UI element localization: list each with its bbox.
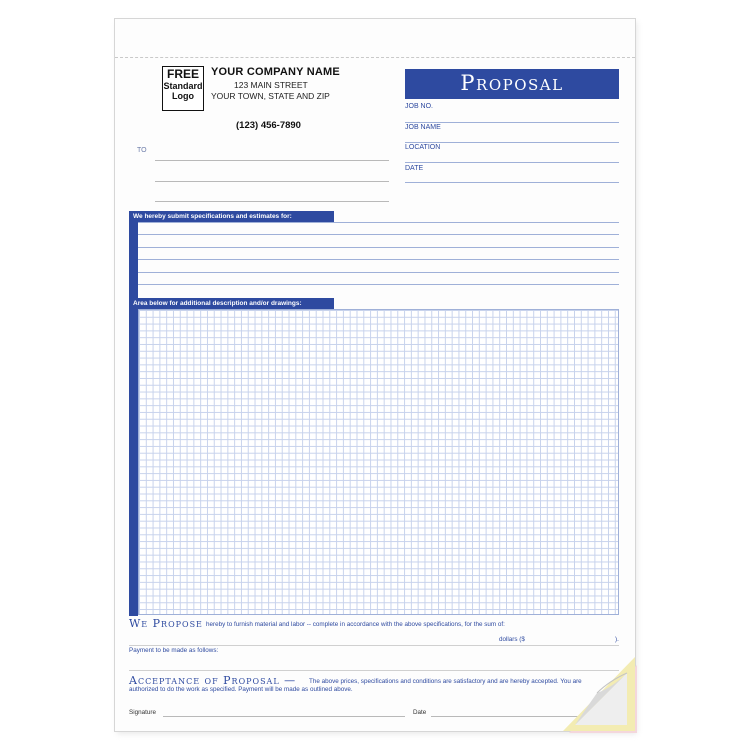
we-propose-text: hereby to furnish material and labor -- complete in accordance with the above specifications, for the sum of: [206,621,505,628]
job-name-label: JOB NAME [405,124,441,131]
drawing-section-header: Area below for additional description and/or drawings: [129,298,334,309]
we-propose-heading: We Propose [129,617,203,630]
company-name: YOUR COMPANY NAME [211,66,340,78]
company-phone: (123) 456-7890 [236,120,301,131]
company-logo [162,66,204,111]
acceptance-text-2: authorized to do the work as specified. Payment will be made as outlined above. [129,686,353,693]
to-line-3[interactable] [155,201,389,202]
date-label: DATE [405,165,424,172]
signature-line[interactable] [163,716,405,717]
location-field[interactable] [405,162,619,163]
drawing-grid-area[interactable] [138,309,619,615]
dollars-label: dollars ($ [499,636,525,643]
sum-line[interactable] [129,645,619,646]
acceptance-text-1: The above prices, specifications and conditions are satisfactory and are hereby accepted. You are [309,678,582,685]
proposal-title-banner [405,69,619,99]
job-no-label: JOB NO. [405,103,434,110]
to-line-1[interactable] [155,160,389,161]
payment-line[interactable] [129,670,619,671]
date-field[interactable] [405,182,619,183]
to-line-2[interactable] [155,181,389,182]
to-label: TO [137,147,147,154]
section-left-bar [129,211,138,616]
spec-line-6[interactable] [138,284,619,285]
company-city: YOUR TOWN, STATE AND ZIP [211,91,330,101]
logo-free-text: FREE [166,67,199,81]
proposal-title: Proposal [460,71,564,95]
spec-line-3[interactable] [138,247,619,248]
job-name-field[interactable] [405,142,619,143]
spec-line-2[interactable] [138,234,619,235]
logo-logo-text: Logo [172,91,194,101]
spec-line-5[interactable] [138,272,619,273]
job-no-field[interactable] [405,122,619,123]
spec-line-1[interactable] [138,222,619,223]
proposal-form [114,18,636,732]
location-label: LOCATION [405,144,441,151]
logo-standard-text: Standard [163,81,203,91]
acceptance-heading: Acceptance of Proposal — [129,674,297,687]
perforation-line [115,57,635,58]
specs-section-header: We hereby submit specifications and estimates for: [129,211,334,222]
signature-label: Signature [129,709,156,716]
payment-label: Payment to be made as follows: [129,647,219,654]
acceptance-date-label: Date [413,709,427,716]
dollars-close: ). [615,636,619,643]
page-curl-carbon-copies [557,647,637,733]
company-street: 123 MAIN STREET [234,80,308,90]
spec-line-4[interactable] [138,259,619,260]
